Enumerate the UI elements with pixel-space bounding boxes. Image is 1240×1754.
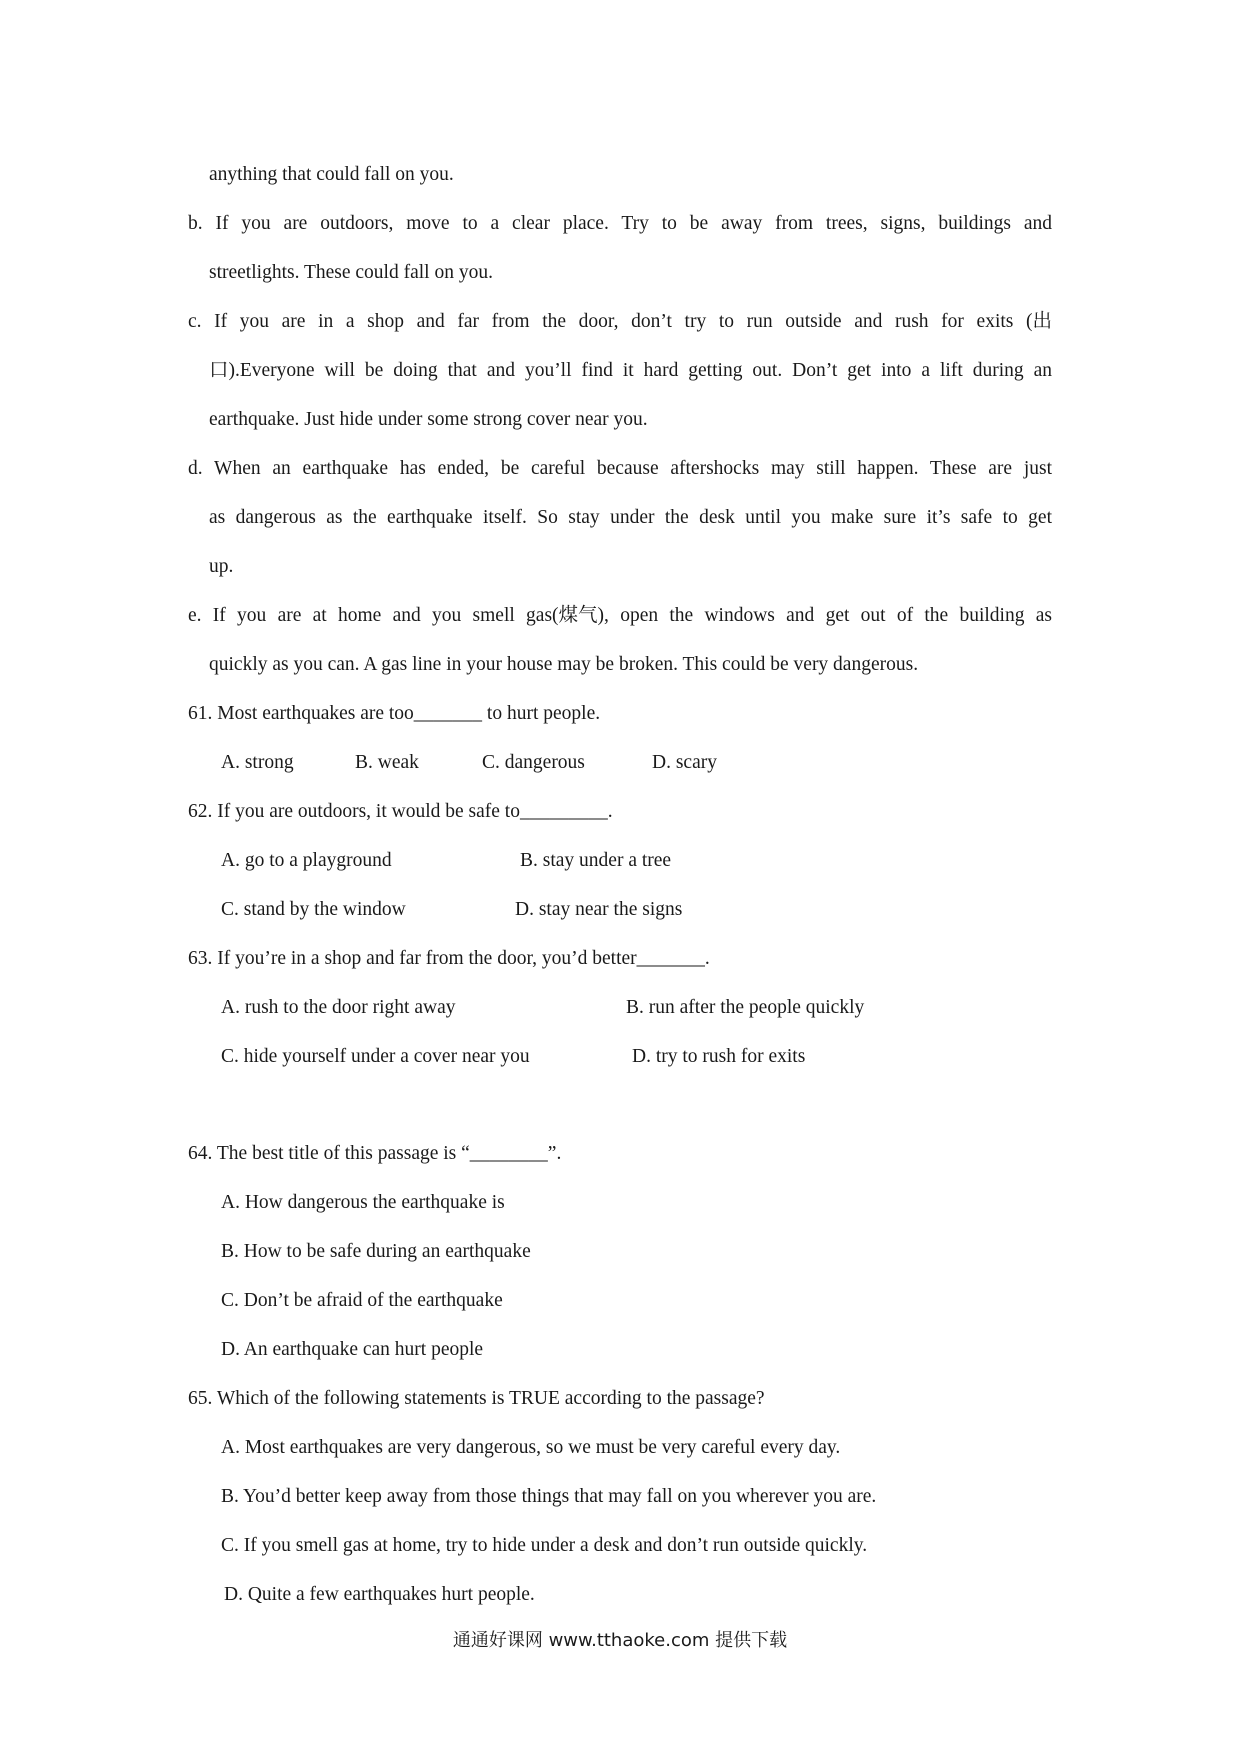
question-61-stem: 61. Most earthquakes are too_______ to hurt people. [188, 703, 601, 724]
question-65-option-d: D. Quite a few earthquakes hurt people. [224, 1584, 535, 1605]
question-63-option-a: A. rush to the door right away [221, 997, 456, 1018]
question-62-option-a: A. go to a playground [221, 850, 392, 871]
passage-item-e-line1: e. If you are at home and you smell gas(煤气), open the windows and get out of the building as [188, 605, 1052, 626]
question-64-option-c: C. Don’t be afraid of the earthquake [221, 1290, 503, 1311]
question-63-option-c: C. hide yourself under a cover near you [221, 1046, 530, 1067]
question-62-option-d: D. stay near the signs [515, 899, 683, 920]
question-64-option-a: A. How dangerous the earthquake is [221, 1192, 505, 1213]
question-64-option-b: B. How to be safe during an earthquake [221, 1241, 531, 1262]
question-61-option-a: A. strong [221, 752, 294, 773]
question-61-option-c: C. dangerous [482, 752, 585, 773]
question-64-stem: 64. The best title of this passage is “________”. [188, 1143, 562, 1164]
question-61-option-b: B. weak [355, 752, 419, 773]
question-65-stem: 65. Which of the following statements is TRUE according to the passage? [188, 1388, 765, 1409]
passage-a-continuation: anything that could fall on you. [209, 164, 454, 185]
question-61-option-d: D. scary [652, 752, 717, 773]
question-63-option-b: B. run after the people quickly [626, 997, 865, 1018]
question-65-option-a: A. Most earthquakes are very dangerous, so we must be very careful every day. [221, 1437, 841, 1458]
passage-item-d-line2: as dangerous as the earthquake itself. So stay under the desk until you make sure it’s safe to get [209, 507, 1052, 528]
question-62-option-b: B. stay under a tree [520, 850, 672, 871]
question-62-option-c: C. stand by the window [221, 899, 406, 920]
passage-item-e-line2: quickly as you can. A gas line in your house may be broken. This could be very dangerous. [209, 654, 919, 675]
passage-item-b-line1: b. If you are outdoors, move to a clear place. Try to be away from trees, signs, buildings and [188, 213, 1052, 234]
question-65-option-b: B. You’d better keep away from those things that may fall on you wherever you are. [221, 1486, 877, 1507]
question-62-stem: 62. If you are outdoors, it would be safe to_________. [188, 801, 613, 822]
passage-item-b-line2: streetlights. These could fall on you. [209, 262, 493, 283]
question-64-option-d: D. An earthquake can hurt people [221, 1339, 484, 1360]
passage-item-c-line2: 口).Everyone will be doing that and you’ll find it hard getting out. Don’t get into a lift during an [209, 360, 1052, 381]
question-65-option-c: C. If you smell gas at home, try to hide under a desk and don’t run outside quickly. [221, 1535, 868, 1556]
page-footer: 通通好课网 www.tthaoke.com 提供下载 [452, 1630, 788, 1651]
passage-item-c-line1: c. If you are in a shop and far from the door, don’t try to run outside and rush for exits (出 [188, 311, 1052, 332]
question-63-option-d: D. try to rush for exits [632, 1046, 806, 1067]
passage-item-d-line1: d. When an earthquake has ended, be careful because aftershocks may still happen. These are just [188, 458, 1052, 479]
passage-item-c-line3: earthquake. Just hide under some strong cover near you. [209, 409, 648, 430]
question-63-stem: 63. If you’re in a shop and far from the door, you’d better_______. [188, 948, 710, 969]
passage-item-d-line3: up. [209, 556, 234, 577]
